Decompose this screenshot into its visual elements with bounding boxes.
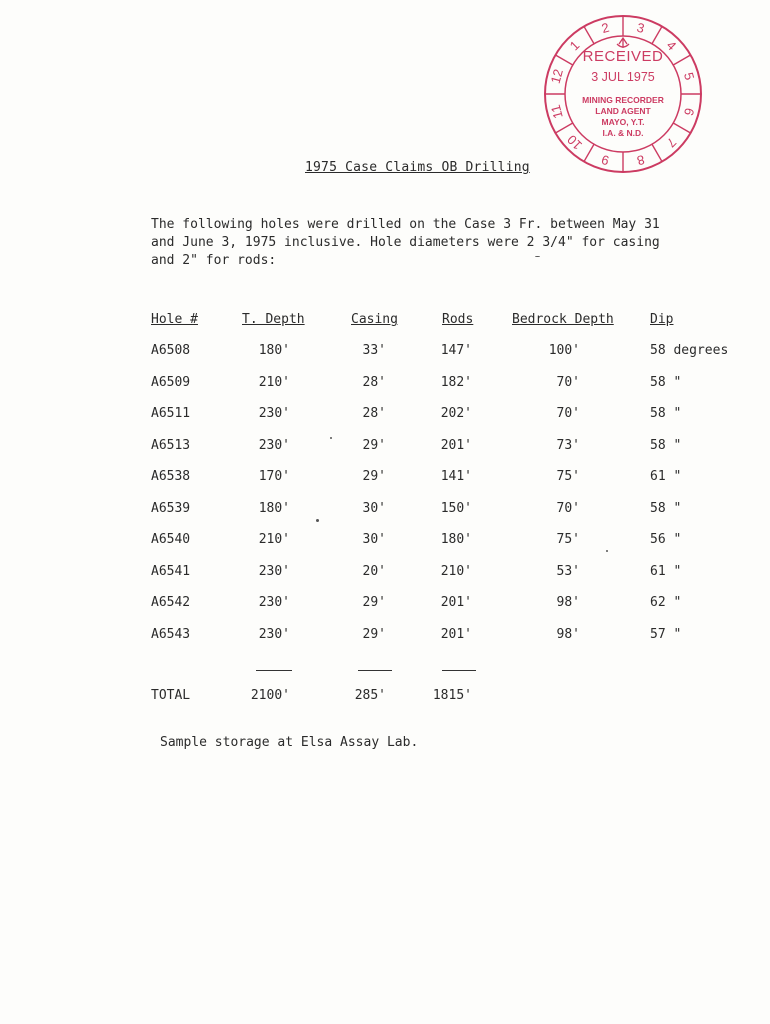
stamp-ring-number: 7	[663, 134, 680, 151]
column-header: Casing	[351, 312, 398, 327]
intro-line: The following holes were drilled on the Case 3 Fr. between May 31	[151, 217, 660, 232]
table-cell: 29'	[362, 595, 386, 610]
table-cell: 182'	[440, 374, 472, 390]
table-cell: 70'	[556, 406, 580, 421]
table-cell: 147'	[440, 343, 472, 358]
table-cell: 73'	[556, 437, 580, 453]
table-cell: 58 "	[650, 406, 682, 421]
intro-paragraph	[151, 216, 671, 270]
table-cell: 70'	[556, 500, 580, 516]
document-title: 1975 Case Claims OB Drilling	[305, 160, 530, 175]
stamp-ring-number: 2	[599, 19, 611, 37]
table-cell: 58 "	[650, 500, 682, 516]
stamp-ring-number: 9	[599, 151, 611, 169]
column-header: Bedrock Depth	[512, 312, 614, 327]
total-label: TOTAL	[151, 688, 191, 703]
stamp-ring-number: 10	[564, 132, 585, 153]
hole-id-cell: A6543	[151, 626, 191, 642]
hole-id-cell: A6542	[151, 595, 191, 610]
table-cell: 170'	[258, 469, 290, 484]
table-cell: 201'	[440, 595, 472, 610]
stamp-received: RECEIVED	[582, 48, 664, 65]
column-header: Rods	[442, 312, 474, 327]
scan-speck	[316, 519, 319, 522]
table-cell: 29'	[362, 469, 386, 484]
table-cell: 180'	[440, 532, 472, 547]
table-cell: 180'	[258, 500, 290, 516]
scan-speck	[606, 550, 608, 552]
total-cell: 2100'	[250, 688, 290, 703]
table-cell: 57 "	[650, 626, 682, 642]
received-stamp	[543, 14, 703, 174]
table-cell: 150'	[440, 500, 472, 516]
stamp-ring-number: 12	[547, 67, 566, 86]
table-cell: 98'	[556, 626, 580, 642]
total-rule	[256, 670, 292, 671]
column-header: Hole #	[151, 312, 198, 327]
table-cell: 230'	[258, 437, 290, 453]
total-rule	[442, 670, 476, 671]
scan-speck	[535, 256, 540, 257]
table-cell: 53'	[556, 563, 580, 579]
table-cell: 70'	[556, 374, 580, 390]
table-cell: 61 "	[650, 469, 682, 484]
hole-id-cell: A6541	[151, 563, 191, 579]
table-cell: 230'	[258, 406, 290, 421]
table-cell: 28'	[362, 406, 386, 421]
table-cell: 141'	[440, 469, 472, 484]
column-header: T. Depth	[242, 312, 305, 327]
hole-id-cell: A6539	[151, 500, 191, 516]
table-cell: 62 "	[650, 595, 682, 610]
intro-line: and June 3, 1975 inclusive. Hole diameters were 2 3/4" for casing	[151, 235, 660, 250]
stamp-ring-number: 1	[566, 37, 583, 54]
table-cell: 20'	[362, 563, 386, 579]
table-cell: 201'	[440, 626, 472, 642]
table-cell: 230'	[258, 563, 290, 579]
table-cell: 58 "	[650, 437, 682, 453]
stamp-ring-tick	[652, 144, 662, 161]
hole-id-cell: A6538	[151, 469, 191, 484]
table-cell: 202'	[440, 406, 472, 421]
table-cell: 210'	[258, 374, 290, 390]
stamp-line: MAYO, Y.T.	[601, 117, 645, 127]
stamp-ring-number: 5	[680, 70, 698, 82]
table-cell: 180'	[258, 343, 290, 358]
table-cell: 98'	[556, 595, 580, 610]
table-cell: 30'	[362, 500, 386, 516]
hole-id-cell: A6513	[151, 437, 191, 453]
stamp-ring-number: 4	[663, 37, 680, 54]
total-rule	[358, 670, 392, 671]
stamp-ring	[543, 14, 703, 174]
table-cell: 29'	[362, 626, 386, 642]
column-header: Dip	[650, 312, 674, 327]
stamp-date: 3 JUL 1975	[591, 70, 655, 84]
stamp-line: LAND AGENT	[595, 106, 651, 116]
table-cell: 100'	[548, 343, 580, 358]
stamp-ring-number: 3	[635, 19, 647, 37]
hole-id-cell: A6540	[151, 532, 191, 547]
hole-id-cell: A6509	[151, 374, 191, 390]
hole-id-cell: A6508	[151, 343, 191, 358]
stamp-ring-number: 6	[680, 106, 698, 118]
table-cell: 210'	[258, 532, 290, 547]
table-cell: 75'	[556, 469, 580, 484]
stamp-ring-number: 11	[547, 103, 566, 121]
stamp-line: MINING RECORDER	[582, 95, 664, 105]
storage-note: Sample storage at Elsa Assay Lab.	[160, 735, 419, 750]
table-cell: 28'	[362, 374, 386, 390]
table-cell: 230'	[258, 626, 290, 642]
stamp-ring-tick	[584, 144, 594, 161]
total-cell: 285'	[354, 688, 386, 703]
hole-id-cell: A6511	[151, 406, 191, 421]
intro-line: and 2" for rods:	[151, 253, 277, 268]
stamp-ring-tick	[584, 26, 594, 43]
stamp-line: I.A. & N.D.	[602, 128, 644, 138]
table-cell: 201'	[440, 437, 472, 453]
table-cell: 210'	[440, 563, 472, 579]
table-cell: 61 "	[650, 563, 682, 579]
table-cell: 33'	[362, 343, 386, 358]
table-cell: 58 degrees	[650, 343, 729, 358]
scan-speck	[330, 437, 332, 439]
stamp-ring-tick	[652, 26, 662, 43]
table-cell: 230'	[258, 595, 290, 610]
table-cell: 29'	[362, 437, 386, 453]
table-cell: 30'	[362, 532, 386, 547]
stamp-ring-number: 8	[635, 151, 647, 169]
table-cell: 75'	[556, 532, 580, 547]
total-cell: 1815'	[432, 688, 472, 703]
table-cell: 56 "	[650, 532, 682, 547]
table-cell: 58 "	[650, 374, 682, 390]
